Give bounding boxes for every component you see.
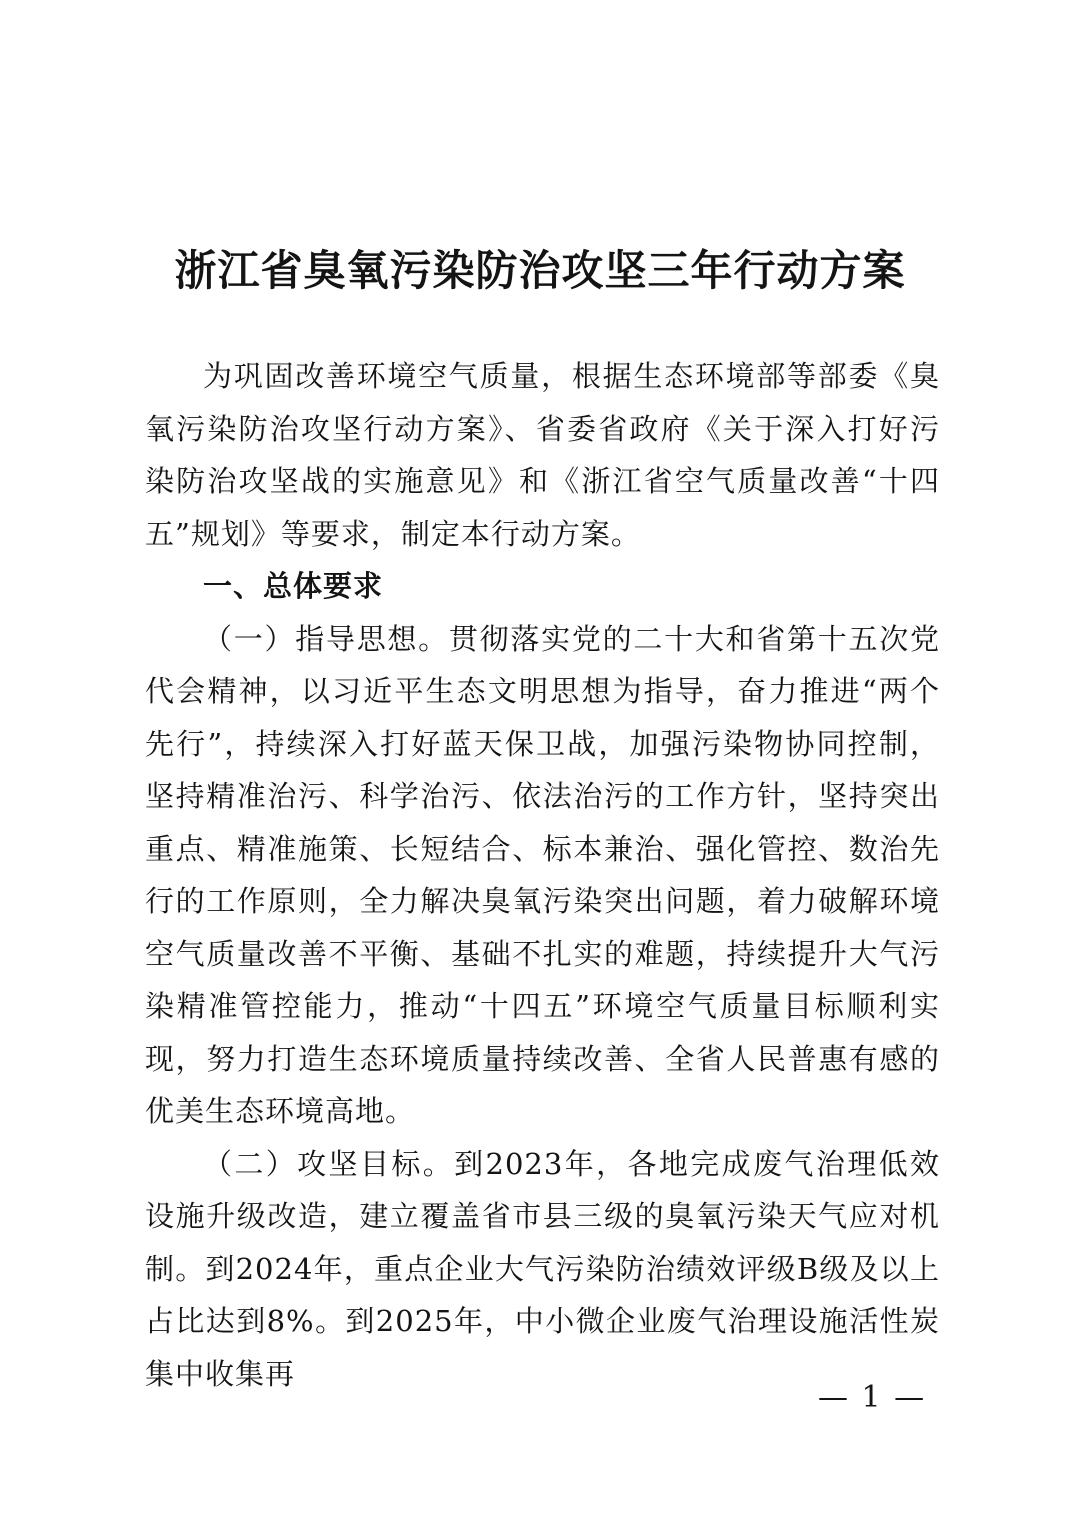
document-body [145,350,940,1400]
document-title: 浙江省臭氧污染防治攻坚三年行动方案 [174,246,906,295]
guiding-ideology-paragraph: （一）指导思想。贯彻落实党的二十大和省第十五次党代会精神，以习近平生态文明思想为指导，奋力推进“两个先行”，持续深入打好蓝天保卫战，加强污染物协同控制，坚持精准治污、科学治污、依法治污的工作方针，坚持突出重点、精准施策、长短结合、标本兼治、强化管控、数治先行的工作原则，全力解决臭氧污染突出问题，着力破解环境空气质量改善不平衡、基础不扎实的难题，持续提升大气污染精准管控能力，推动“十四五”环境空气质量目标顺利实现，努力打造生态环境质量持续改善、全省人民普惠有感的优美生态环境高地。 [145,621,940,1128]
page-number: — 1 — [818,1380,927,1415]
section-heading-general-requirements: 一、总体要求 [203,569,384,603]
intro-paragraph: 为巩固改善环境空气质量，根据生态环境部等部委《臭氧污染防治攻坚行动方案》、省委省政府《关于深入打好污染防治攻坚战的实施意见》和《浙江省空气质量改善“十四五”规划》等要求，制定本行动方案。 [145,359,940,551]
targets-paragraph: （二）攻坚目标。到2023年，各地完成废气治理低效设施升级改造，建立覆盖省市县三级的臭氧污染天气应对机制。到2024年，重点企业大气污染防治绩效评级B级及以上占比达到8%。到2025年，中小微企业废气治理设施活性炭集中收集再 [145,1146,940,1391]
